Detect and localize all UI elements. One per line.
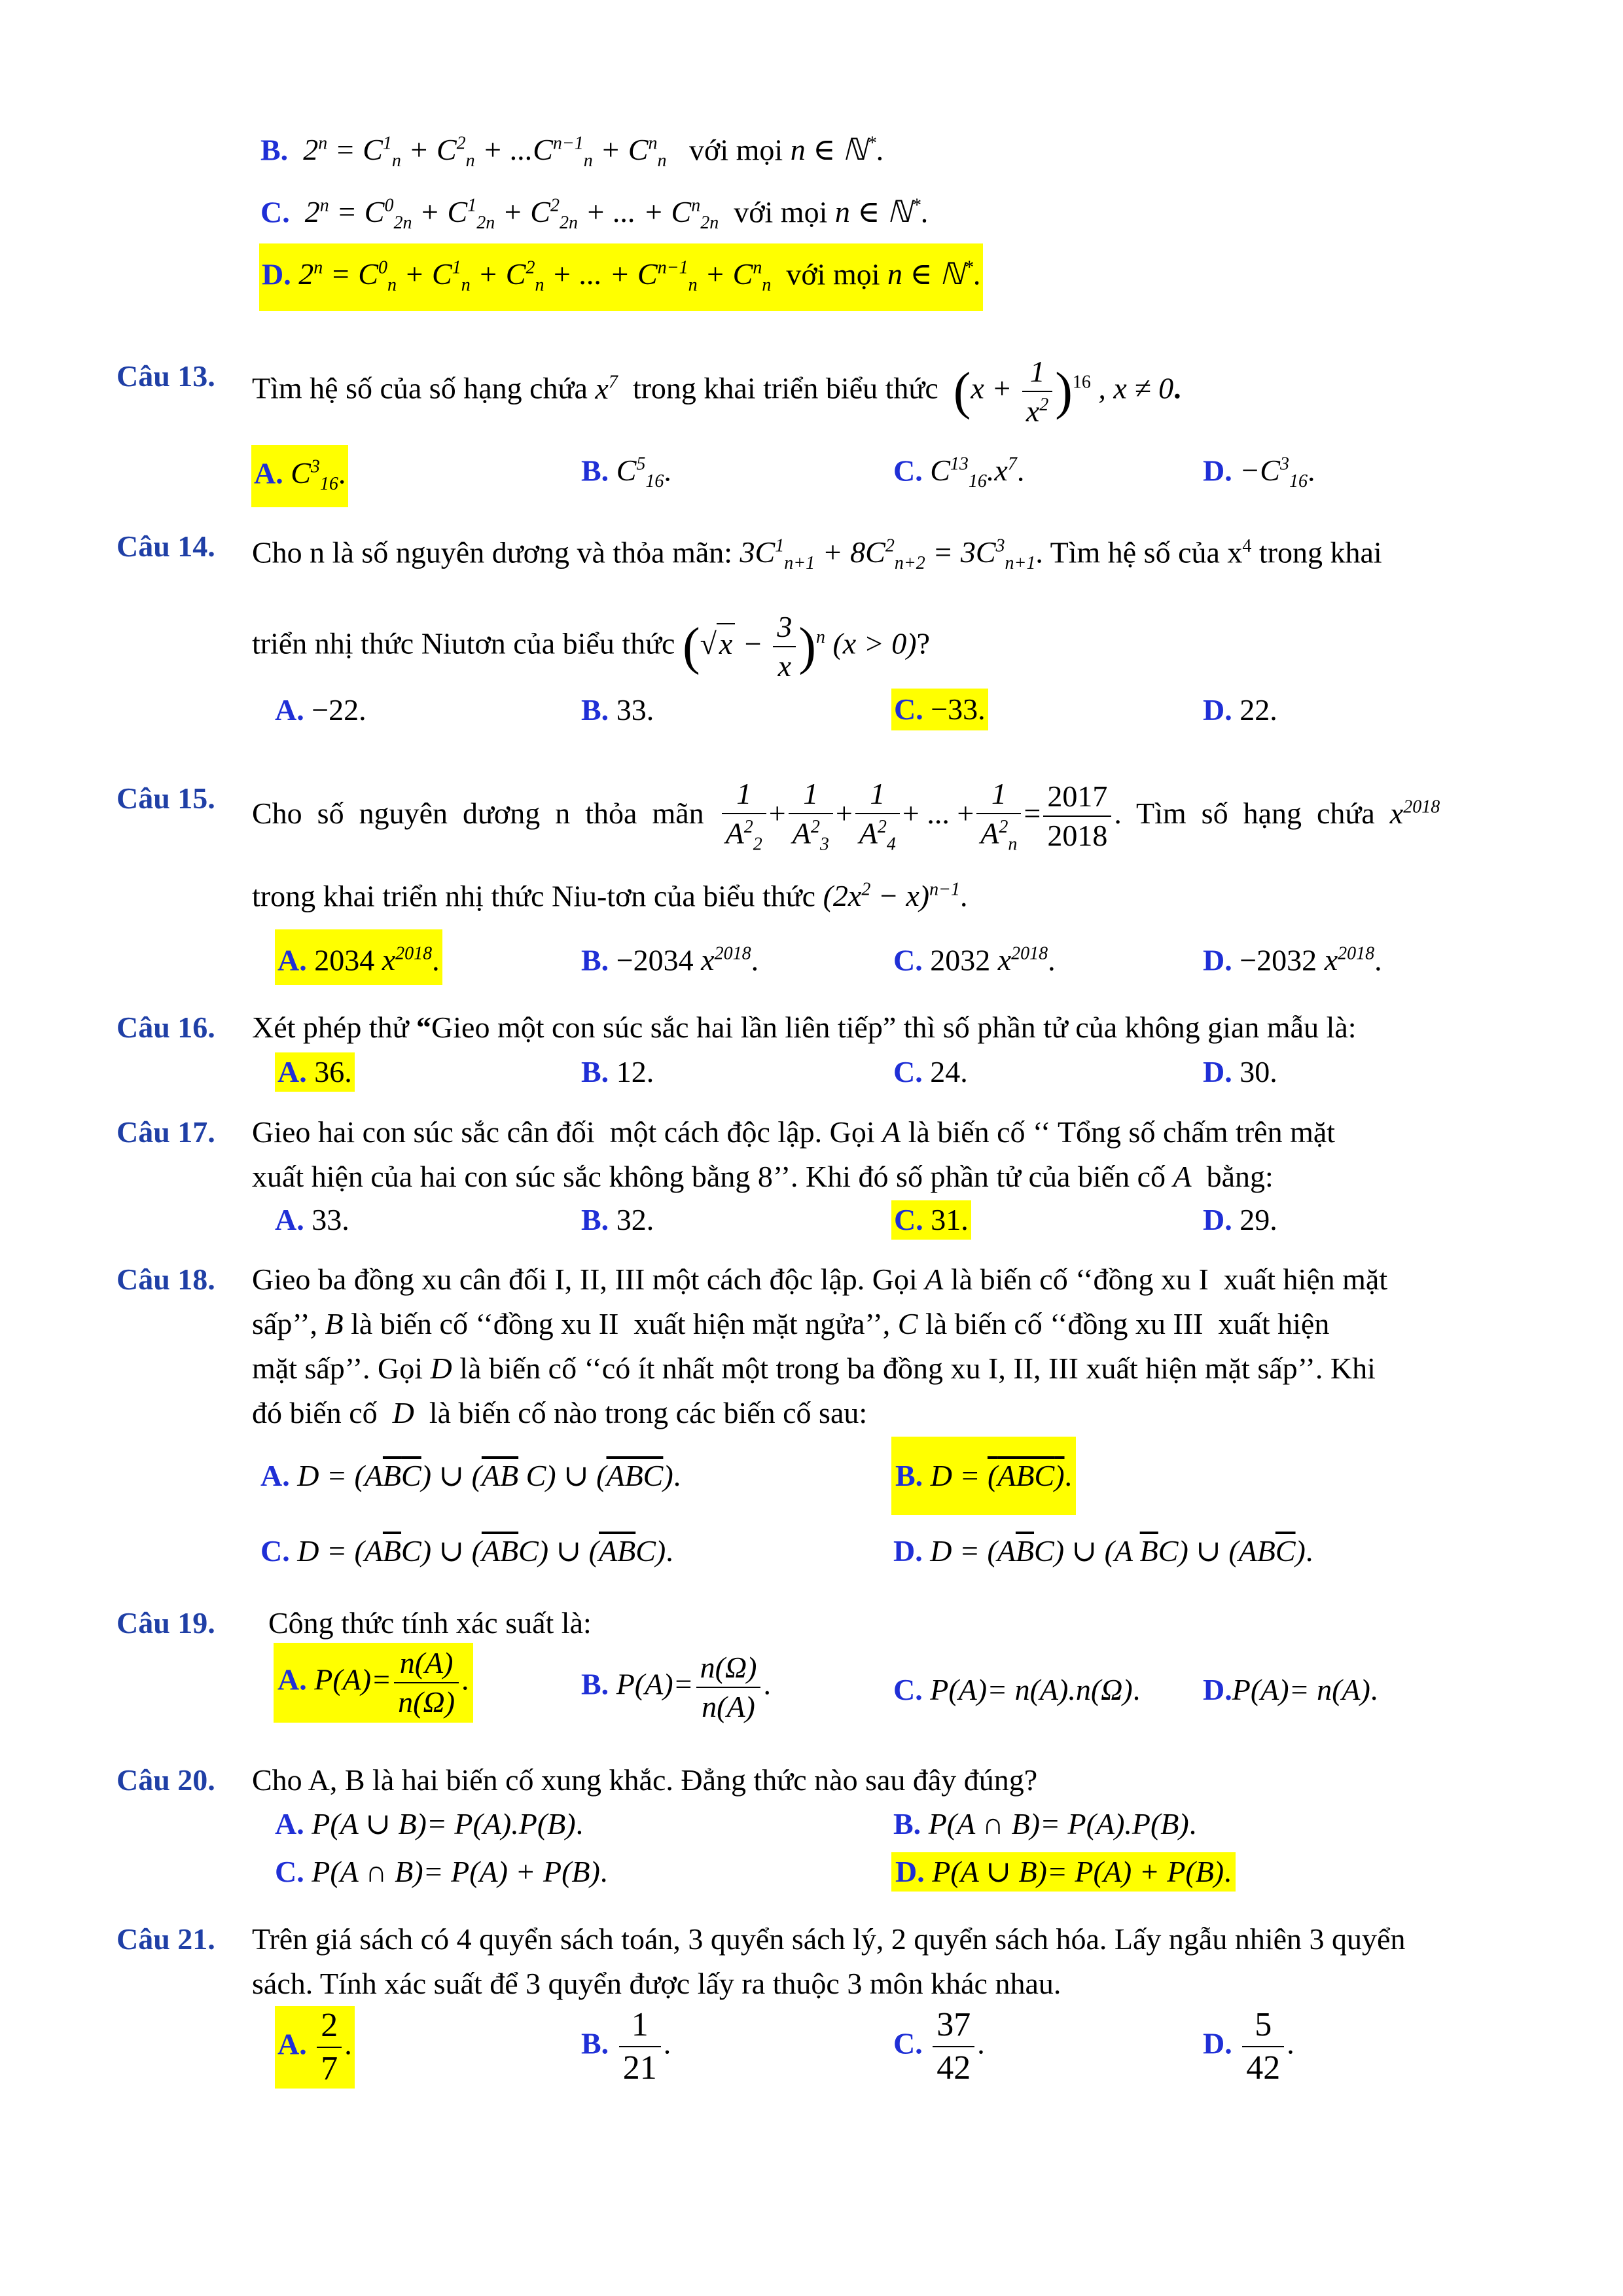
q17-option-d: D. 29.	[1203, 1203, 1277, 1236]
question-14-text-2: triển nhị thức Niutơn của biểu thức (√x − $\frac{3}{x}$ )$^n$ (x > 0)?	[252, 610, 931, 683]
q21-option-c: C. $\frac{37}{42}$ .	[893, 2006, 985, 2087]
q14-option-d: D. 22.	[1203, 693, 1277, 726]
question-21-label: Câu 21.	[116, 1922, 215, 1956]
q13-option-c: C. $C^{13}_{16}.x^7$.	[893, 454, 1025, 492]
question-20-label: Câu 20.	[116, 1763, 215, 1797]
q21-option-a: A. $\frac{2}{7}$ .	[275, 2006, 355, 2089]
question-14-label: Câu 14.	[116, 529, 215, 563]
q16-option-d: D. 30.	[1203, 1055, 1277, 1088]
q18-option-a: A. $D = (A\overline{B}\overline{C})$ ∪ ($\overline{AB}$ C) ∪ $(\overline{ABC})$.	[260, 1459, 681, 1492]
q14-option-c: C. −33.	[891, 689, 988, 730]
q20-option-b: B. P(A ∩ B)= P(A).P(B).	[893, 1807, 1197, 1840]
question-13-label: Câu 13.	[116, 359, 215, 393]
q20-option-a: A. P(A ∪ B)= P(A).P(B).	[275, 1807, 584, 1840]
q18-option-c: C. $D = (A\overline{B}C)$ ∪ $(\overline{AB}C)$ ∪ $(\overline{AB}C)$.	[260, 1534, 673, 1568]
q18-option-b: B. D = (ABC).	[891, 1437, 1076, 1515]
q20-option-c: C. P(A ∩ B)= P(A) + P(B).	[275, 1855, 608, 1888]
q14-option-b: B. 33.	[581, 693, 654, 726]
q19-option-a: A. P(A)= $\frac{n(A)}{n(\Omega)}$ .	[274, 1643, 473, 1723]
q13-option-b: B. $C^5_{16}$.	[581, 454, 671, 492]
question-15-label: Câu 15.	[116, 781, 215, 815]
top-option-d: D. $2^n = C^0_n + C^1_n + C^2_n$ + ... + $C^{n-1}_n + C^n_n$ với mọi n ∈ ℕ*.	[259, 243, 983, 311]
question-18-text-3: mặt sấp’’. Gọi D là biến cố ‘‘có ít nhất một trong ba đồng xu I, II, III xuất hiện mặt sấp’’. Khi	[252, 1352, 1376, 1385]
q19-option-b: B. P(A)= $\frac{n(\Omega)}{n(A)}$ .	[581, 1651, 771, 1723]
q21-option-d: D. $\frac{5}{42}$ .	[1203, 2006, 1294, 2087]
question-20-text: Cho A, B là hai biến cố xung khắc. Đẳng thức nào sau đây đúng?	[252, 1763, 1038, 1797]
q20-option-d: D. P(A ∪ B)= P(A) + P(B).	[891, 1852, 1236, 1892]
question-18-text-1: Gieo ba đồng xu cân đối I, II, III một cách độc lập. Gọi A là biến cố ‘‘đồng xu I xuất hiện mặt	[252, 1263, 1388, 1296]
question-18-text-4: đó biến cố D là biến cố nào trong các biến cố sau:	[252, 1396, 868, 1429]
q15-option-b: B. −2034 $x^{2018}$.	[581, 943, 759, 977]
question-16-text: Xét phép thử “Gieo một con súc sắc hai lần liên tiếp” thì số phần tử của không gian mẫu là:	[252, 1011, 1357, 1044]
question-15-text-1: Cho số nguyên dương n thỏa mãn $\frac{1}{A^2_2}$ + $\frac{1}{A^2_3}$ + $\frac{1}{A^2_4}$ + ... + $\frac{1}{A^2_n}$ = $\frac{2017}{2018}$ . Tìm số hạng chứa $x^{2018}$	[252, 777, 1440, 855]
question-19-text: Công thức tính xác suất là:	[268, 1606, 592, 1640]
top-option-c: C. $2^n = C^0_{2n} + C^1_{2n} + C^2_{2n}$ + ... + $C^n_{2n}$ với mọi n ∈ ℕ*.	[260, 195, 929, 234]
q13-option-d: D. $-C^3_{16}$.	[1203, 454, 1315, 492]
q21-option-b: B. $\frac{1}{21}$ .	[581, 2006, 671, 2087]
q19-option-d: D.P(A)= n(A).	[1203, 1673, 1378, 1706]
top-option-b: B. $2^n = C^1_n + C^2_n + ...C^{n-1}_n + C^n_n$ với mọi n ∈ ℕ*.	[260, 133, 884, 171]
q15-option-c: C. 2032 $x^{2018}$.	[893, 943, 1056, 977]
q16-option-b: B. 12.	[581, 1055, 654, 1088]
question-15-text-2: trong khai triển nhị thức Niu-tơn của biểu thức $(2x^2 - x)^{n-1}$.	[252, 879, 968, 913]
q17-option-a: A. 33.	[275, 1203, 349, 1236]
q16-option-a: A. 36.	[275, 1052, 355, 1092]
q19-option-c: C. P(A)= n(A).n(Ω).	[893, 1673, 1141, 1706]
q18-option-d: D. $D = (A\overline{B}C)$ ∪ (A $\overline{B}C$) ∪ $(AB\overline{C})$.	[893, 1534, 1313, 1568]
question-16-label: Câu 16.	[116, 1011, 215, 1044]
q14-option-a: A. −22.	[275, 693, 366, 726]
question-17-label: Câu 17.	[116, 1115, 215, 1149]
question-19-label: Câu 19.	[116, 1606, 215, 1640]
question-14-text-1: Cho n là số nguyên dương và thỏa mãn: $3C^1_{n+1} + 8C^2_{n+2} = 3C^3_{n+1}$. Tìm hệ số của $x^4$ trong khai	[252, 535, 1382, 574]
question-18-text-2: sấp’’, B là biến cố ‘‘đồng xu II xuất hiện mặt ngửa’’, C là biến cố ‘‘đồng xu III xuất hiện	[252, 1307, 1330, 1340]
question-21-text-1: Trên giá sách có 4 quyển sách toán, 3 quyển sách lý, 2 quyển sách hóa. Lấy ngẫu nhiên 3 quyển	[252, 1922, 1406, 1956]
question-17-text-2: xuất hiện của hai con súc sắc không bằng 8’’. Khi đó số phần tử của biến cố A bằng:	[252, 1160, 1274, 1193]
q15-option-a: A. 2034 $x^{2018}$.	[275, 929, 442, 985]
q17-option-b: B. 32.	[581, 1203, 654, 1236]
question-21-text-2: sách. Tính xác suất để 3 quyển được lấy ra thuộc 3 môn khác nhau.	[252, 1967, 1061, 2000]
q16-option-c: C. 24.	[893, 1055, 968, 1088]
question-18-label: Câu 18.	[116, 1263, 215, 1296]
question-13-text: Tìm hệ số của số hạng chứa $x^7$ trong khai triển biểu thức (x + $\frac{1}{x^2}$ )$^{16}$ , x ≠ 0.	[252, 355, 1181, 428]
q15-option-d: D. −2032 $x^{2018}$.	[1203, 943, 1382, 977]
q17-option-c: C. 31.	[891, 1200, 971, 1240]
q13-option-a: A. $C^3_{16}$.	[251, 445, 348, 507]
question-17-text-1: Gieo hai con súc sắc cân đối một cách độc lập. Gọi A là biến cố ‘‘ Tổng số chấm trên mặt	[252, 1115, 1336, 1149]
